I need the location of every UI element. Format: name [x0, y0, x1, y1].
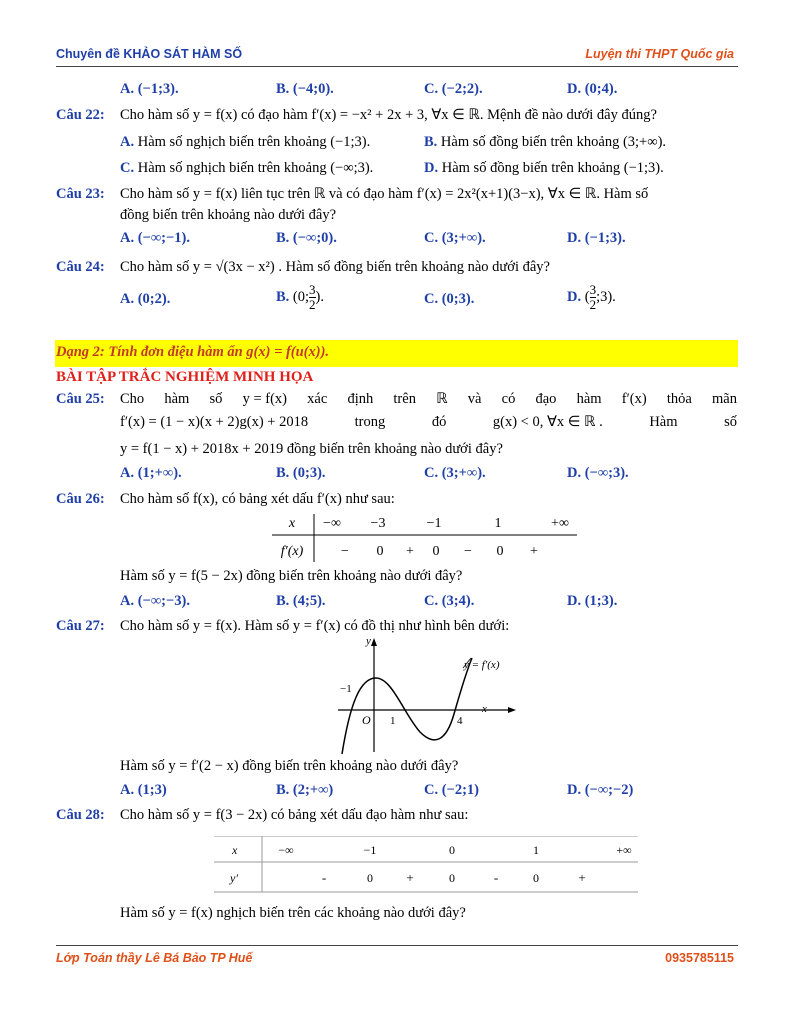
q25-option-a: A. (1;+∞).: [120, 465, 182, 481]
q22-option-a: [120, 133, 370, 151]
q26-sign-5: 0: [496, 544, 504, 559]
section-subheading: BÀI TẬP TRẮC NGHIỆM MINH HỌA: [56, 369, 314, 385]
q22-label: Câu 22:: [56, 107, 105, 123]
q28-sign-1: 0: [367, 871, 373, 885]
q26-table-x-head: x: [288, 516, 296, 531]
q26-option-d: D. (1;3).: [567, 593, 618, 609]
q26-option-a: A. (−∞;−3).: [120, 593, 190, 609]
q22-c-key: C.: [120, 160, 135, 176]
q26-sign-table: [272, 510, 582, 562]
q28-sign-2: +: [406, 870, 414, 885]
q25-label: Câu 25:: [56, 391, 105, 407]
q28-x-4: +∞: [616, 843, 632, 857]
q22-d-key: D.: [424, 160, 439, 176]
q28-sign-4: -: [493, 870, 499, 885]
q22-option-b: [424, 133, 666, 151]
q23-option-d: D. (−1;3).: [567, 230, 626, 246]
q25-line2: f′(x) = (1 − x)(x + 2)g(x) + 2018 trong đó g(x) < 0, ∀x ∈ ℝ . Hàm số: [120, 414, 737, 430]
q22-option-c: [120, 159, 373, 177]
q25-line3: y = f(1 − x) + 2018x + 2019 đồng biến trên khoảng nào dưới đây?: [120, 441, 503, 457]
header-subtitle: Luyện thi THPT Quốc gia: [585, 47, 734, 61]
q26-after: Hàm số y = f(5 − 2x) đồng biến trên khoảng nào dưới đây?: [120, 568, 463, 584]
q26-sign-1: 0: [376, 544, 384, 559]
q26-option-b: B. (4;5).: [276, 593, 326, 609]
q27-x-label: x: [482, 703, 487, 715]
header-rule: [56, 66, 738, 67]
q26-sign-4: −: [464, 544, 472, 559]
q22-c-text: Hàm số nghịch biến trên khoảng (−∞;3).: [137, 160, 374, 176]
q22-text: Cho hàm số y = f(x) có đạo hàm f′(x) = −x² + 2x + 3, ∀x ∈ ℝ. Mệnh đề nào dưới đây đúng?: [120, 107, 657, 123]
header-title: Chuyên đề KHẢO SÁT HÀM SỐ: [56, 47, 243, 61]
q26-sign-3: 0: [432, 544, 440, 559]
q28-label: Câu 28:: [56, 807, 105, 823]
q26-x-2: −1: [426, 516, 442, 531]
q26-sign-2: +: [406, 544, 414, 559]
q27-x-arrow: [508, 707, 516, 713]
q27-tick-1: 1: [390, 715, 396, 727]
q27-curve: [342, 658, 472, 754]
q26-label: Câu 26:: [56, 491, 105, 507]
q28-table-yp-head: y′: [230, 871, 238, 885]
q23-line1: Cho hàm số y = f(x) liên tục trên ℝ và có đạo hàm f′(x) = 2x²(x+1)(3−x), ∀x ∈ ℝ. Hàm số: [120, 186, 649, 202]
q26-x-0: −∞: [323, 516, 341, 531]
q26-sign-6: +: [530, 544, 538, 559]
q25-option-c: C. (3;+∞).: [424, 465, 486, 481]
q27-label: Câu 27:: [56, 618, 105, 634]
prev-option-b: B. (−4;0).: [276, 81, 334, 97]
q24-option-a: A. (0;2).: [120, 291, 171, 307]
q24-d-fraction: $\frac{3}{2}$: [589, 282, 597, 313]
q24-b-prefix: (0;: [292, 289, 310, 305]
q27-tick-y: −1: [340, 683, 352, 695]
q28-sign-5: 0: [533, 871, 539, 885]
q28-table-x-head: x: [232, 843, 238, 857]
q22-a-key: A.: [120, 134, 135, 150]
q24-b-fraction: $\frac{3}{2}$: [309, 282, 316, 313]
q27-origin-label: O: [362, 713, 371, 727]
q22-b-key: B.: [424, 134, 438, 150]
q24-option-d: D. ( $\frac{3}{2}$ ;3).: [567, 282, 616, 313]
q27-tick-4: 4: [457, 715, 463, 727]
q24-text: Cho hàm số y = √(3x − x²) . Hàm số đồng biến trên khoảng nào dưới đây?: [120, 259, 550, 275]
q26-text: Cho hàm số f(x), có bảng xét dấu f′(x) như sau:: [120, 491, 395, 507]
q23-option-b: B. (−∞;0).: [276, 230, 337, 246]
q26-x-4: +∞: [551, 516, 569, 531]
q24-label: Câu 24:: [56, 259, 105, 275]
q27-after: Hàm số y = f′(2 − x) đồng biến trên khoảng nào dưới đây?: [120, 758, 459, 774]
footer-left: Lớp Toán thầy Lê Bá Bảo TP Huế: [56, 951, 253, 965]
q24-d-suffix: ;3).: [596, 289, 616, 305]
q22-option-d: [424, 159, 664, 177]
q25-option-d: D. (−∞;3).: [567, 465, 629, 481]
q27-curve-label: y = f′(x): [464, 659, 500, 671]
footer-rule: [56, 945, 738, 946]
q28-sign-6: +: [578, 870, 586, 885]
q26-table-fp-head: f′(x): [280, 544, 304, 559]
q22-a-text: Hàm số nghịch biến trên khoảng (−1;3).: [137, 134, 371, 150]
q24-option-b: B. (0; $\frac{3}{2}$ ).: [276, 282, 324, 313]
prev-option-d: D. (0;4).: [567, 81, 618, 97]
q23-label: Câu 23:: [56, 186, 105, 202]
q22-b-text: Hàm số đồng biến trên khoảng (3;+∞).: [440, 134, 667, 150]
q28-sign-3: 0: [449, 871, 455, 885]
prev-option-c: C. (−2;2).: [424, 81, 483, 97]
q23-option-a: A. (−∞;−1).: [120, 230, 190, 246]
q23-option-c: C. (3;+∞).: [424, 230, 486, 246]
q27-option-b: B. (2;+∞): [276, 782, 334, 798]
q26-x-3: 1: [494, 516, 502, 531]
q27-text: Cho hàm số y = f(x). Hàm số y = f′(x) có đồ thị như hình bên dưới:: [120, 618, 510, 634]
q22-d-text: Hàm số đồng biến trên khoảng (−1;3).: [441, 160, 664, 176]
q28-sign-0: -: [321, 870, 327, 885]
q25-option-b: B. (0;3).: [276, 465, 326, 481]
section-title: Dạng 2: Tính đơn điệu hàm ẩn g(x) = f(u(x)).: [56, 344, 330, 360]
q27-y-arrow: [371, 638, 377, 646]
q27-graph: [330, 634, 530, 756]
q28-after: Hàm số y = f(x) nghịch biến trên các khoảng nào dưới đây?: [120, 905, 466, 921]
q25-line1: Cho hàm số y = f(x) xác định trên ℝ và có đạo hàm f′(x) thỏa mãn: [120, 391, 737, 407]
q26-sign-0: −: [341, 544, 349, 559]
prev-option-a: A. (−1;3).: [120, 81, 179, 97]
q26-x-1: −3: [370, 516, 386, 531]
q27-option-d: D. (−∞;−2): [567, 782, 634, 798]
q27-option-a: A. (1;3): [120, 782, 167, 798]
q27-y-label: y: [366, 635, 371, 647]
q23-line2: đồng biến trên khoảng nào dưới đây?: [120, 207, 337, 223]
q27-option-c: C. (−2;1): [424, 782, 479, 798]
footer-phone: 0935785115: [665, 951, 734, 965]
q28-x-0: −∞: [278, 843, 294, 857]
q28-x-2: 0: [449, 843, 455, 857]
q26-option-c: C. (3;4).: [424, 593, 475, 609]
q28-sign-table: [214, 836, 642, 894]
q28-x-1: −1: [363, 843, 377, 857]
q28-text: Cho hàm số y = f(3 − 2x) có bảng xét dấu đạo hàm như sau:: [120, 807, 469, 823]
q24-option-c: C. (0;3).: [424, 291, 475, 307]
q28-x-3: 1: [533, 843, 539, 857]
